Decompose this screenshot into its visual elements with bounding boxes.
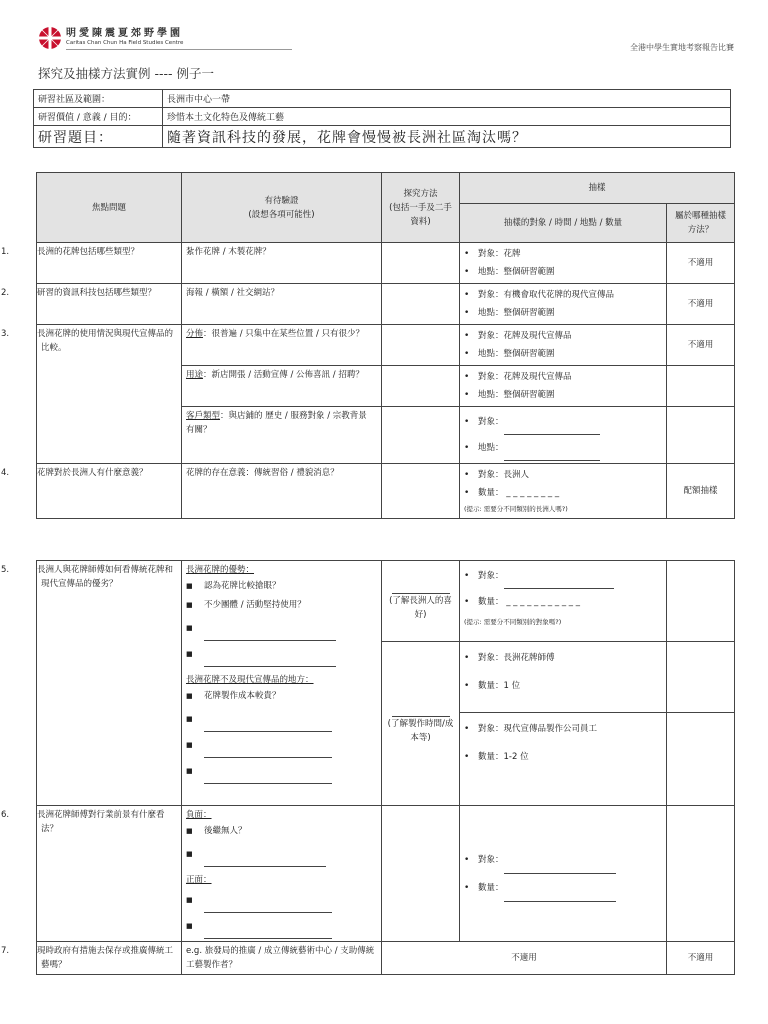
hypothesis-cell: 紮作花牌 / 木製花牌？: [182, 243, 382, 284]
info-label: 研習價值 / 意義 / 目的：: [34, 108, 163, 126]
sampling-type-cell: 不適用: [667, 325, 735, 366]
sampling-target-cell: • 對象：花牌及現代宣傳品 • 地點：整個研習範圍: [460, 325, 667, 366]
hypothesis-cell: 負面： ■ 後繼無人？ ■ 正面： ■ ■: [182, 806, 382, 942]
info-row: [34, 126, 731, 148]
table-row: [37, 325, 735, 366]
header-hypothesis: 有待驗證 (設想各項可能性): [182, 173, 382, 243]
sampling-target-cell: • 對象：長洲人 • 數量： _ _ _ _ _ _ _ _ (提示: 需要分不同類別的長洲人嗎?): [460, 464, 667, 519]
info-row: [34, 108, 731, 126]
hint-text: (提示: 需要分不同類別的長洲人嗎?): [464, 505, 568, 513]
hypothesis-cell: 海報 / 橫額 / 社交網站？: [182, 284, 382, 325]
info-label: 研習題目：: [34, 126, 163, 148]
method-cell: [382, 284, 460, 325]
focus-question: 1. 長洲的花牌包括哪些類型？: [37, 243, 182, 284]
caritas-cross-logo-icon: [38, 26, 62, 50]
hypothesis-cell: e.g. 旅發局的推廣 / 成立傳統藝術中心 / 支助傳統工藝製作者？: [182, 942, 382, 975]
sampling-type-cell: [667, 713, 735, 806]
hint-text: (提示: 需要分不同類別的對象嗎?): [464, 618, 562, 626]
info-row: [34, 90, 731, 108]
table-header-row: [37, 173, 735, 204]
focus-question: 7. 現時政府有措施去保存或推廣傳統工藝嗎？: [37, 942, 182, 975]
sampling-target-cell: • 對象：花牌 • 地點：整個研習範圍: [460, 243, 667, 284]
sampling-type-cell: 不適用: [667, 942, 735, 975]
sampling-target-cell: • 對象：長洲花牌師傅 • 數量：1 位: [460, 642, 667, 713]
info-value: 長洲市中心一帶: [163, 90, 731, 108]
table-row: [37, 942, 735, 975]
focus-question: 4. 花牌對於長洲人有什麼意義？: [37, 464, 182, 519]
sampling-type-cell: [667, 806, 735, 942]
sampling-type-cell: [667, 366, 735, 407]
sampling-type-cell: 不適用: [667, 243, 735, 284]
sampling-type-cell: [667, 561, 735, 642]
org-name-en: Caritas Chan Chun Ha Field Studies Centre: [66, 40, 184, 46]
table-row: [37, 464, 735, 519]
sampling-target-cell: • 對象：現代宣傳品製作公司員工 • 數量：1-2 位: [460, 713, 667, 806]
sampling-type-cell: [667, 407, 735, 464]
header-method: 探究方法 (包括一手及二手資料): [382, 173, 460, 243]
hypothesis-cell: 用途：新店開張 / 活動宣傳 / 公佈喜訊 / 招聘？: [182, 366, 382, 407]
focus-question: 5. 長洲人與花牌師傅如何看傳統花牌和現代宣傳品的優劣？: [37, 561, 182, 806]
method-cell: [382, 407, 460, 464]
sampling-type-cell: 不適用: [667, 284, 735, 325]
org-name-cn: 明愛陳震夏郊野學園: [66, 28, 183, 39]
sampling-target-cell: • 對象：有機會取代花牌的現代宣傳品 • 地點：整個研習範圍: [460, 284, 667, 325]
hypothesis-cell: 分佈：很普遍 / 只集中在某些位置 / 只有很少？: [182, 325, 382, 366]
competition-name: 全港中學生實地考察報告比賽: [630, 43, 734, 52]
table-row: [37, 243, 735, 284]
research-topic: 隨著資訊科技的發展，花牌會慢慢被長洲社區淘汰嗎？: [163, 126, 731, 148]
focus-question: 6. 長洲花牌師傅對行業前景有什麼看法？: [37, 806, 182, 942]
hypothesis-cell: 長洲花牌的優勢： ■ 認為花牌比較搶眼？ ■ 不少團體 / 活動堅持使用？ ■ ■ 長洲花牌不及現代宣傳品的地方： ■ 花牌製作成本較貴？ ■ ■ ■: [182, 561, 382, 806]
header-focus: 焦點問題: [37, 173, 182, 243]
sampling-target-cell: 不適用: [382, 942, 667, 975]
sampling-type-cell: [667, 642, 735, 713]
focus-table-part2: [1, 560, 735, 975]
logo-text: [66, 28, 183, 47]
method-cell: (了解製作時間/成本等): [382, 642, 460, 806]
method-cell: [382, 243, 460, 284]
method-cell: [382, 325, 460, 366]
header-rule: [66, 49, 292, 50]
info-label: 研習社區及範圍：: [34, 90, 163, 108]
page-header: [38, 26, 734, 54]
method-cell: [382, 806, 460, 942]
header-sampling: 抽樣: [460, 173, 735, 204]
sampling-type-cell: 配額抽樣: [667, 464, 735, 519]
hypothesis-cell: 客戶類型：與店鋪的 歷史 / 服務對象 / 宗教背景 有關？: [182, 407, 382, 464]
page-title: 探究及抽樣方法實例 ---- 例子一: [38, 66, 214, 81]
sampling-target-cell: • 對象： • 數量：: [460, 806, 667, 942]
method-cell: [382, 366, 460, 407]
table-row: [37, 284, 735, 325]
table-row: [37, 561, 735, 642]
sampling-target-cell: • 對象： • 數量： _ _ _ _ _ _ _ _ _ _ _ (提示: 需要分不同類別的對象嗎?): [460, 561, 667, 642]
header-sampling-target: 抽樣的對象 / 時間 / 地點 / 數量: [460, 204, 667, 243]
header-sampling-type: 屬於哪種抽樣方法？: [667, 204, 735, 243]
method-cell: [382, 464, 460, 519]
hypothesis-cell: 花牌的存在意義：傳統習俗 / 禮貌消息？: [182, 464, 382, 519]
sampling-target-cell: • 對象：花牌及現代宣傳品 • 地點：整個研習範圍: [460, 366, 667, 407]
table-row: [37, 806, 735, 942]
focus-question: 2. 研習的資訊科技包括哪些類型？: [37, 284, 182, 325]
method-cell: (了解長洲人的喜好): [382, 561, 460, 642]
sampling-target-cell: • 對象： • 地點：: [460, 407, 667, 464]
focus-question: 3. 長洲花牌的使用情況與現代宣傳品的比較。: [37, 325, 182, 464]
info-table: [33, 89, 731, 148]
info-value: 珍惜本土文化特色及傳統工藝: [163, 108, 731, 126]
focus-table-part1: [1, 172, 735, 519]
